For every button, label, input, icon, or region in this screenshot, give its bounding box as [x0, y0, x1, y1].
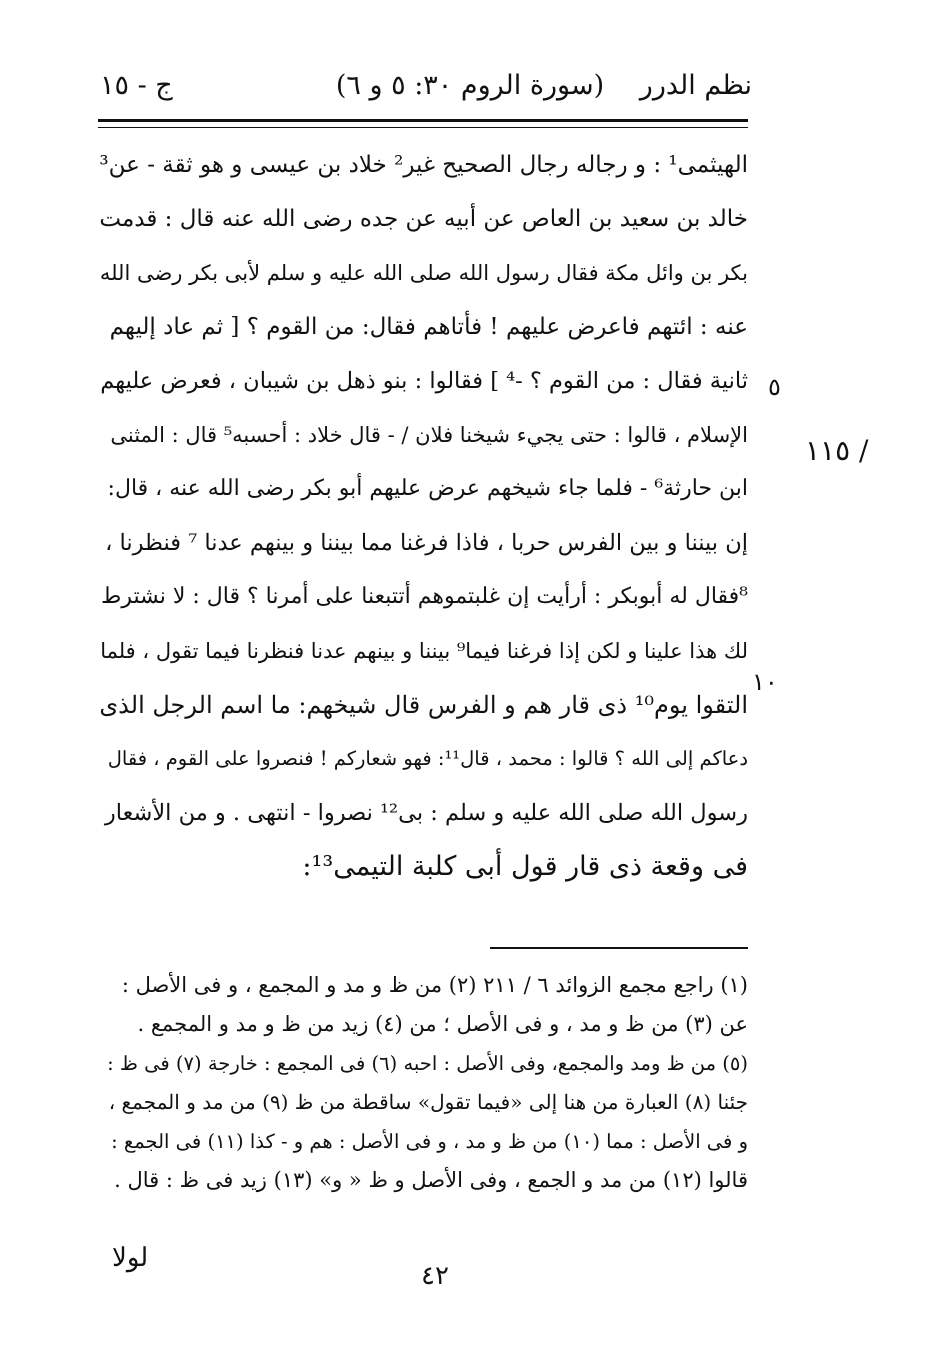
footnote-separator — [490, 947, 748, 949]
main-text — [98, 138, 748, 894]
text-line-9: ⁸فقال له أبوبكر : أرأيت إن غلبتموهم أتتبعنا على أمرنا ؟ قال : لا نشترط — [100, 584, 748, 609]
footnote-line-1: (١) راجع مجمع الزوائد ٦ / ٢١١ (٢) من ظ و مد و المجمع ، و فى الأصل : — [121, 973, 748, 997]
page-number: ٤٢ — [421, 1261, 449, 1291]
footnote-line-4: جئنا (٨) العبارة من هنا إلى «فيما تقول» ساقطة من ظ (٩) من مد و المجمع ، — [108, 1090, 748, 1114]
footnotes — [98, 966, 748, 1200]
footnote-line-5: و فى الأصل : مما (١٠) من ظ و مد ، و فى الأصل : هم و - كذا (١١) فى الجمع : — [111, 1130, 748, 1153]
text-line-3: بكر بن وائل مكة فقال رسول الله صلى الله عليه و سلم لأبى بكر رضى الله — [99, 261, 748, 285]
footnote-line-3: (٥) من ظ ومد والمجمع، وفى الأصل : احبه (٦) فى المجمع : خارجة (٧) فى ظ : — [107, 1052, 748, 1075]
running-header-surah-reference: (سورة الروم ٣٠: ٥ و ٦) — [335, 70, 605, 101]
text-line-1: الهيثمى¹ : و رجاله رجال الصحيح غير² خلاد بن عيسى و هو ثقة - عن³ — [99, 152, 748, 178]
running-header-book-title: نظم الدرر — [639, 70, 752, 101]
text-line-2: خالد بن سعيد بن العاص عن أبيه عن جده رضى الله عنه قال : قدمت — [99, 206, 748, 232]
text-line-13: رسول الله صلى الله عليه و سلم : بى¹² نصروا - انتهى . و من الأشعار — [104, 800, 748, 826]
catchword: لولا — [112, 1243, 149, 1273]
text-line-4: عنه : ائتهم فاعرض عليهم ! فأتاهم فقال: من القوم ؟ [ ثم عاد إليهم — [109, 314, 748, 340]
text-line-12: دعاكم إلى الله ؟ قالوا : محمد ، قال¹¹: فهو شعاركم ! فنصروا على القوم ، فقال — [107, 747, 748, 770]
text-line-14: فى وقعة ذى قار قول أبى كلبة التيمى¹³: — [302, 851, 748, 882]
text-line-10: لك هذا علينا و لكن إذا فرغنا فيما⁹ بيننا و بينهم عدنا فنظرنا فيما تقول ، فلما — [100, 639, 748, 663]
header-rule-thick — [98, 119, 748, 122]
header-rule-thin — [98, 127, 748, 128]
text-line-6: الإسلام ، قالوا : حتى يجيء شيخنا فلان / - قال خلاد : أحسبه⁵ قال : المثنى — [110, 423, 748, 447]
running-header-volume: ج - ١٥ — [100, 70, 173, 101]
manuscript-page-marker: ١١٥ / — [805, 434, 869, 467]
line-number-10: ١٠ — [752, 668, 778, 696]
text-line-8: إن بيننا و بين الفرس حربا ، فاذا فرغنا مما بيننا و بينهم عدنا ⁷ فنظرنا ، — [105, 530, 748, 556]
text-line-7: ابن حارثة⁶ - فلما جاء شيخهم عرض عليهم أبو بكر رضى الله عنه ، قال: — [107, 476, 748, 501]
text-line-11: التقوا يوم¹⁰ ذى قار هم و الفرس قال شيخهم: ما اسم الرجل الذى — [99, 691, 748, 719]
footnote-line-6: قالوا (١٢) من مد و الجمع ، وفى الأصل و ظ « و» (١٣) زيد فى ظ : قال . — [114, 1168, 748, 1192]
footnote-line-2: عن (٣) من ظ و مد ، و فى الأصل ؛ من (٤) زيد من ظ و مد و المجمع . — [137, 1012, 748, 1036]
text-line-5: ثانية فقال : من القوم ؟ -⁴ ] فقالوا : بنو ذهل بن شيبان ، فعرض عليهم — [100, 368, 748, 394]
line-number-5: ٥ — [768, 373, 781, 401]
